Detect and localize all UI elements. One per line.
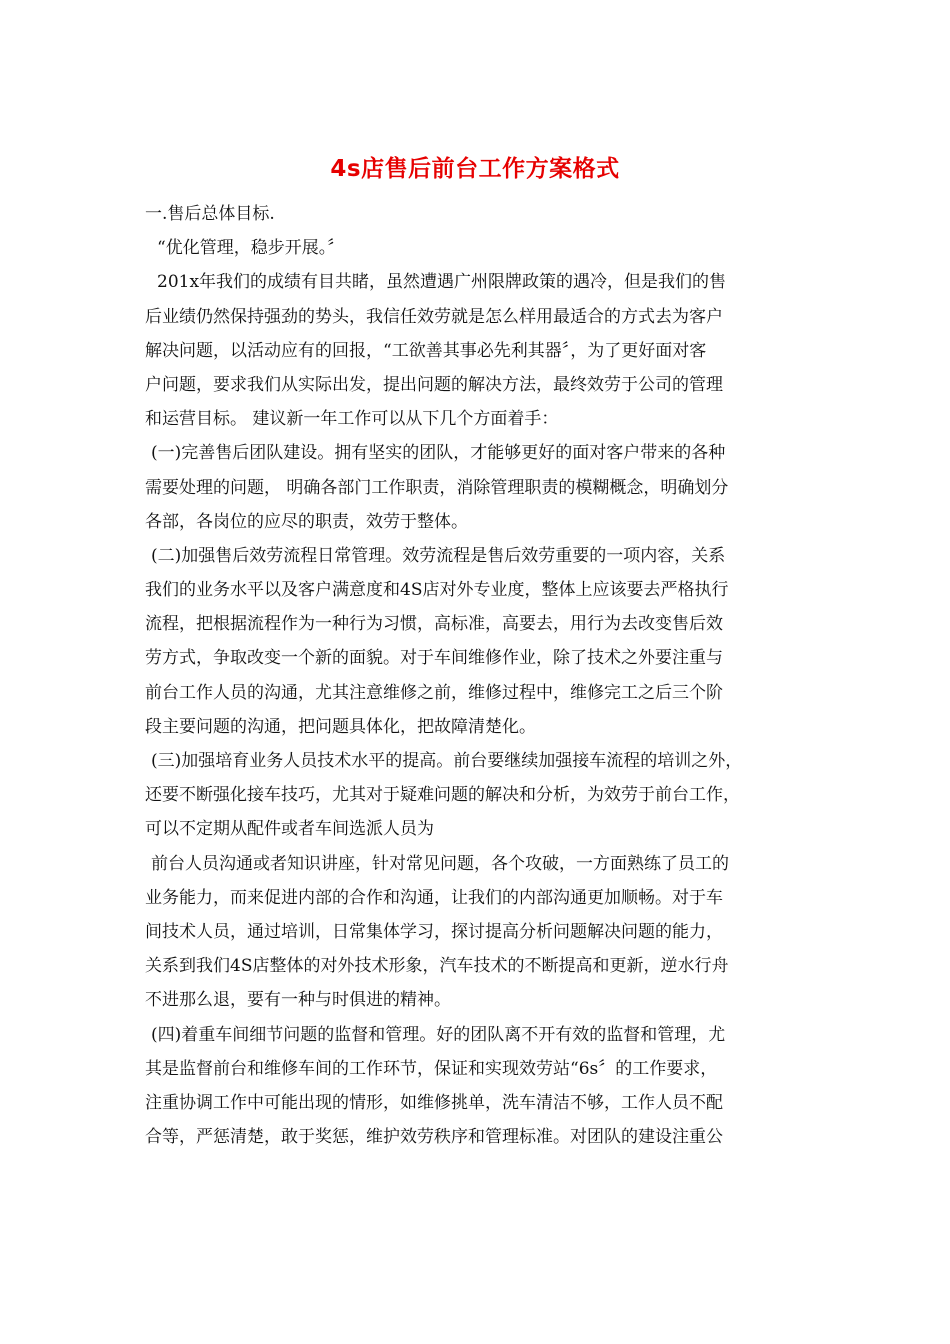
paragraph-line: 流程，把根据流程作为一种行为习惯，高标准，高要去，用行为去改变售后效 <box>145 614 723 635</box>
paragraph-line: 需要处理的问题， 明确各部门工作职责，消除管理职责的模糊概念，明确划分 <box>145 477 729 498</box>
section-heading: 一.售后总体目标. <box>145 204 275 224</box>
paragraph-line: 可以不定期从配件或者车间选派人员为 <box>145 819 434 840</box>
paragraph-line: 关系到我们4S店整体的对外技术形象，汽车技术的不断提高和更新，逆水行舟 <box>145 956 729 977</box>
paragraph-line: (一)完善售后团队建设。拥有坚实的团队，才能够更好的面对客户带来的各种 <box>151 443 726 464</box>
paragraph-line: 不进那么退，要有一种与时俱进的精神。 <box>145 990 451 1011</box>
paragraph-line: (二)加强售后效劳流程日常管理。效劳流程是售后效劳重要的一项内容，关系 <box>151 545 726 566</box>
paragraph-line: 和运营目标。 建议新一年工作可以从下几个方面着手： <box>145 409 559 430</box>
paragraph-line: 合等，严惩清楚，敢于奖惩，维护效劳秩序和管理标准。对团队的建设注重公 <box>145 1127 723 1148</box>
paragraph-line: 我们的业务水平以及客户满意度和4S店对外专业度，整体上应该要去严格执行 <box>145 580 729 601</box>
paragraph-line: “优化管理，稳步开展。〞 <box>157 238 345 259</box>
paragraph-line: (三)加强培育业务人员技术水平的提高。前台要继续加强接车流程的培训之外， <box>151 751 743 771</box>
paragraph-line: 前台工作人员的沟通，尤其注意维修之前，维修过程中，维修完工之后三个阶 <box>145 682 723 703</box>
document-title: 4s店售后前台工作方案格式 <box>330 156 620 182</box>
paragraph-line: 201x年我们的成绩有目共睹，虽然遭遇广州限牌政策的遇冷，但是我们的售 <box>157 272 727 293</box>
paragraph-line: 业务能力，而来促进内部的合作和沟通，让我们的内部沟通更加顺畅。对于车 <box>145 887 723 908</box>
paragraph-line: 还要不断强化接车技巧，尤其对于疑难问题的解决和分析，为效劳于前台工作， <box>145 785 740 806</box>
paragraph-line: (四)着重车间细节问题的监督和管理。好的团队离不开有效的监督和管理，尤 <box>151 1024 726 1045</box>
paragraph-line: 间技术人员，通过培训，日常集体学习，探讨提高分析问题解决问题的能力， <box>145 921 723 942</box>
paragraph-line: 前台人员沟通或者知识讲座，针对常见问题，各个攻破，一方面熟练了员工的 <box>151 853 729 874</box>
paragraph-line: 解决问题，以活动应有的回报，“工欲善其事必先利其器〞，为了更好面对客 <box>145 340 707 361</box>
document-body <box>145 197 825 1154</box>
paragraph-line: 其是监督前台和维修车间的工作环节，保证和实现效劳站“6s〞的工作要求， <box>145 1058 718 1079</box>
paragraph-line: 各部，各岗位的应尽的职责，效劳于整体。 <box>145 511 468 532</box>
paragraph-line: 户问题，要求我们从实际出发，提出问题的解决方法，最终效劳于公司的管理 <box>145 374 723 395</box>
paragraph-line: 劳方式，争取改变一个新的面貌。对于车间维修作业，除了技术之外要注重与 <box>145 648 723 669</box>
paragraph-line: 注重协调工作中可能出现的情形，如维修挑单，洗车清洁不够，工作人员不配 <box>145 1092 723 1113</box>
paragraph-line: 段主要问题的沟通，把问题具体化，把故障清楚化。 <box>145 716 536 737</box>
paragraph-line: 后业绩仍然保持强劲的势头，我信任效劳就是怎么样用最适合的方式去为客户 <box>145 306 723 327</box>
